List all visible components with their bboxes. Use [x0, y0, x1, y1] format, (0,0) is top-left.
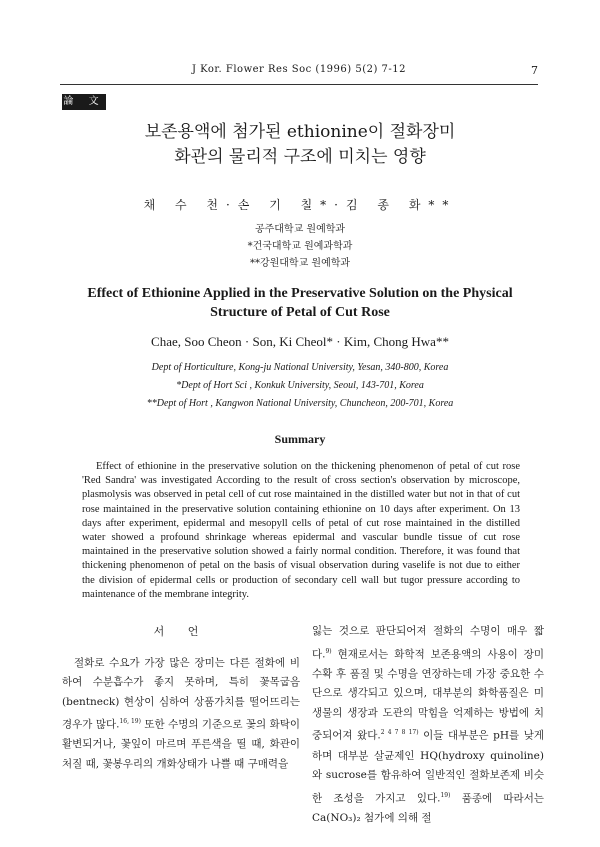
intro-text: 잃는 것으로 판단되어져 절화의 수명이 매우 짧다. — [312, 625, 544, 661]
english-authors: Chae, Soo Cheon · Son, Ki Cheol* · Kim, Chong Hwa** — [151, 334, 449, 349]
english-affiliation: **Dept of Hort , Kangwon National University, Chuncheon, 200-701, Korea — [146, 398, 454, 409]
page-number: 7 — [531, 64, 538, 77]
intro-text: 현재로서는 화학적 보존용액의 사용이 장미 수확 후 품질 및 수명을 연장하는데 가장 중요한 수단으로 생각되고 있으며, 대부분의 화학품질은 미생물의 생장과 도관의 막힘을 억제하는 방법에 치중되어져 왔다. — [312, 648, 544, 742]
english-affiliation: *Dept of Hort Sci , Konkuk University, Seoul, 143-701, Korea — [176, 380, 424, 391]
intro-text: 절화로 수요가 가장 많은 장미는 다른 절화에 비하여 수분흡수가 좋지 못하며, 특히 꽃목굽음 (bentneck) 현상이 심하여 상품가치를 떨어뜨리는 경우가 많다. — [62, 656, 300, 731]
korean-affiliation: 공주대학교 원예학과 — [254, 224, 346, 235]
intro-text: 이들 대부분은 pH를 낮게 하며 대부분 살균제인 HQ(hydroxy quinoline)와 sucrose를 함유하여 일반적인 절화보존제 비슷한 조성을 가지고 있다. — [312, 729, 544, 805]
header-rule — [60, 84, 538, 85]
intro-paragraph — [62, 654, 300, 775]
korean-title-line-1: 보존용액에 첨가된 ethionine이 절화장미 — [144, 122, 456, 142]
korean-title-line-2: 화관의 물리적 구조에 미치는 영향 — [174, 147, 426, 167]
intro-text: 또한 수명의 기준으로 꽃의 화탁이 활변되거나, 꽃잎이 마르며 푸른색을 띨 때, 화관이 처질 때, 꽃봉우리의 개화상태가 나쁠 때 구매력을 — [62, 718, 300, 771]
korean-authors: 채 수 천·손 기 칠*·김 종 화** — [143, 198, 457, 212]
intro-heading: 서 언 — [153, 625, 209, 638]
korean-affiliation: *건국대학교 원예과학과 — [247, 241, 353, 252]
summary-heading: Summary — [274, 432, 326, 446]
english-title — [40, 284, 560, 322]
english-title-line-1: Effect of Ethionine Applied in the Preservative Solution on the Physical — [87, 286, 513, 301]
intro-text: 품종에 따라서는 Ca(NO₃)₂ 첨가에 의해 절 — [312, 792, 544, 824]
citation: 9) — [325, 647, 332, 655]
citation: 19) — [440, 791, 451, 799]
korean-affiliation: **강원대학교 원예학과 — [249, 258, 351, 269]
summary-text: Effect of ethionine in the preservative solution on the thickening phenomenon of petal of cut rose 'Red Sandra' was investigated According to the result of cross section's observation by microscope, plasmolysis was observed in petal cell of cut rose maintained in the distilled water but not in that of cut rose maintained in the preservative solution containing ethionine on 10 days after experiment. On 13 days after experiment, epidermal and mesopyll cells of petal of cut rose maintained in the distilled water showed a profound shrinkage whereas epidermal and vascular bundle tissue of cut rose maintained in the preservative solution showed a fairly normal condition. Therefore, it was found that thickening phenomenon of petal on the basis of visual observation during vaselife is not due to either the division of epidermal cells or production of secondary cell wall but tugor pressure according to maintenance of the membrane integrity. — [82, 461, 520, 600]
korean-title — [40, 120, 560, 170]
english-title-line-2: Structure of Petal of Cut Rose — [210, 305, 390, 320]
article-type-badge: 論 文 — [62, 94, 106, 110]
journal-citation: J Kor. Flower Res Soc (1996) 5(2) 7-12 — [191, 64, 407, 75]
citation: 16, 19) — [119, 718, 141, 726]
citation: 2 4 7 8 17) — [380, 729, 419, 737]
intro-paragraph — [312, 622, 544, 828]
intro-right-column — [312, 622, 544, 828]
intro-left-column — [62, 622, 300, 775]
english-affiliation: Dept of Horticulture, Kong-ju National University, Yesan, 340-800, Korea — [151, 362, 449, 373]
running-header — [60, 64, 538, 80]
